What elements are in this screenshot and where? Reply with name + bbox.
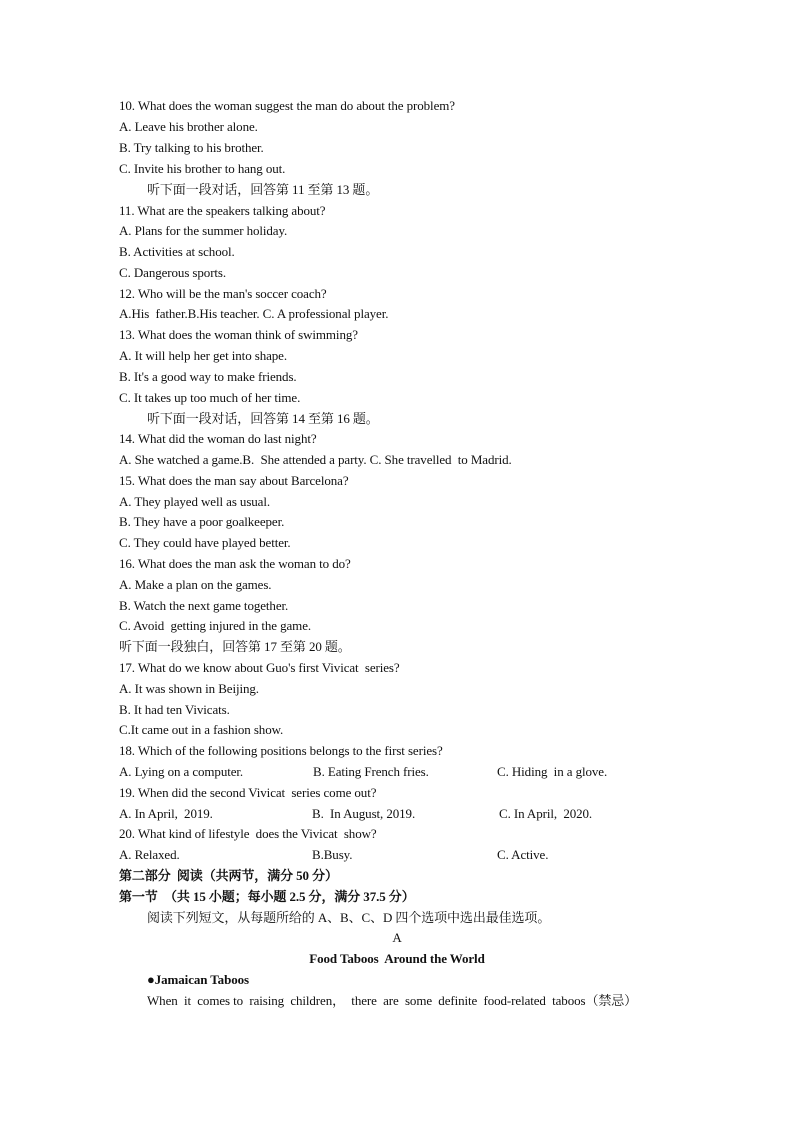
q20-option-b: B.Busy. bbox=[312, 847, 353, 862]
q15-option-a: A. They played well as usual. bbox=[119, 494, 271, 509]
q13-option-c: C. It takes up too much of her time. bbox=[119, 390, 301, 405]
q11-option-b: B. Activities at school. bbox=[119, 244, 235, 259]
section1-heading: 第一节 （共 15 小题；每小题 2.5 分，满分 37.5 分） bbox=[119, 889, 415, 904]
q13-stem: 13. What does the woman think of swimming? bbox=[119, 327, 358, 342]
q15-stem: 15. What does the man say about Barcelona? bbox=[119, 473, 349, 488]
q17-stem: 17. What do we know about Guo's first Vivicat series? bbox=[119, 660, 400, 675]
instruction-17-20: 听下面一段独白，回答第 17 至第 20 题。 bbox=[119, 639, 351, 654]
q10-option-b: B. Try talking to his brother. bbox=[119, 140, 264, 155]
q13-option-a: A. It will help her get into shape. bbox=[119, 348, 287, 363]
q18-option-b: B. Eating French fries. bbox=[313, 764, 429, 779]
q10-option-c: C. Invite his brother to hang out. bbox=[119, 161, 286, 176]
q13-option-b: B. It's a good way to make friends. bbox=[119, 369, 297, 384]
passage-subheading: ●Jamaican Taboos bbox=[147, 972, 249, 987]
q17-option-b: B. It had ten Vivicats. bbox=[119, 702, 230, 717]
q15-option-c: C. They could have played better. bbox=[119, 535, 291, 550]
q17-option-a: A. It was shown in Beijing. bbox=[119, 681, 259, 696]
q20-option-c: C. Active. bbox=[497, 847, 549, 862]
q18-option-a: A. Lying on a computer. bbox=[119, 764, 244, 779]
q16-stem: 16. What does the man ask the woman to do? bbox=[119, 556, 351, 571]
q15-option-b: B. They have a poor goalkeeper. bbox=[119, 514, 285, 529]
q16-option-c: C. Avoid getting injured in the game. bbox=[119, 618, 312, 633]
part2-heading: 第二部分 阅读（共两节，满分 50 分） bbox=[119, 868, 338, 883]
passage-letter: A bbox=[392, 930, 402, 945]
q20-option-a: A. Relaxed. bbox=[119, 847, 180, 862]
q12-options: A.His father.B.His teacher. C. A professional player. bbox=[119, 306, 389, 321]
q19-option-c: C. In April, 2020. bbox=[499, 806, 593, 821]
instruction-14-16: 听下面一段对话，回答第 14 至第 16 题。 bbox=[147, 411, 379, 426]
q19-stem: 19. When did the second Vivicat series come out? bbox=[119, 785, 377, 800]
q10-stem: 10. What does the woman suggest the man do about the problem? bbox=[119, 98, 455, 113]
q18-stem: 18. Which of the following positions belongs to the first series? bbox=[119, 743, 443, 758]
q17-option-c: C.It came out in a fashion show. bbox=[119, 722, 284, 737]
q14-options: A. She watched a game.B. She attended a party. C. She travelled to Madrid. bbox=[119, 452, 512, 467]
q16-option-a: A. Make a plan on the games. bbox=[119, 577, 272, 592]
q19-option-a: A. In April, 2019. bbox=[119, 806, 213, 821]
q20-stem: 20. What kind of lifestyle does the Vivicat show? bbox=[119, 826, 377, 841]
q11-option-c: C. Dangerous sports. bbox=[119, 265, 227, 280]
instruction-11-13: 听下面一段对话，回答第 11 至第 13 题。 bbox=[147, 182, 379, 197]
q11-stem: 11. What are the speakers talking about? bbox=[119, 203, 326, 218]
q19-option-b: B. In August, 2019. bbox=[312, 806, 416, 821]
passage-first-line: When it comes to raising children， there are some definite food-related taboos（禁忌） bbox=[147, 993, 638, 1008]
q14-stem: 14. What did the woman do last night? bbox=[119, 431, 317, 446]
q18-option-c: C. Hiding in a glove. bbox=[497, 764, 608, 779]
q16-option-b: B. Watch the next game together. bbox=[119, 598, 289, 613]
q11-option-a: A. Plans for the summer holiday. bbox=[119, 223, 288, 238]
reading-instruction: 阅读下列短文，从每题所给的 A、B、C、D 四个选项中选出最佳选项。 bbox=[147, 910, 551, 925]
passage-title: Food Taboos Around the World bbox=[309, 951, 485, 966]
q10-option-a: A. Leave his brother alone. bbox=[119, 119, 258, 134]
q12-stem: 12. Who will be the man's soccer coach? bbox=[119, 286, 327, 301]
